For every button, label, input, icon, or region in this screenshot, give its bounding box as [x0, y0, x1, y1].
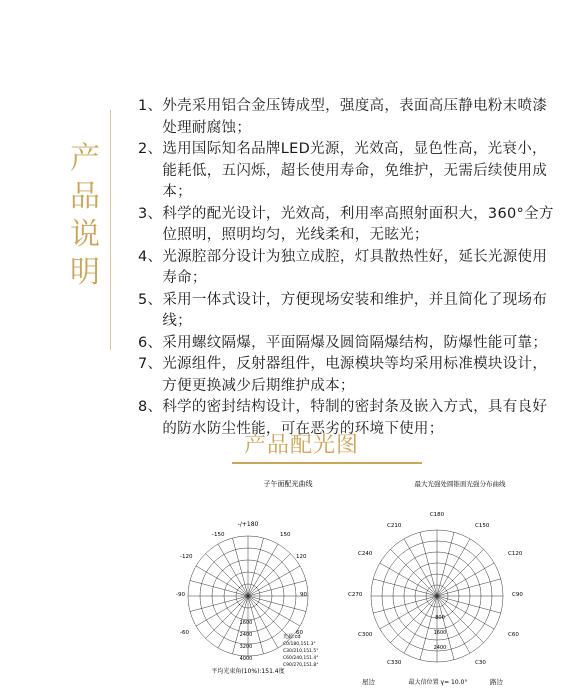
- legend-item: C60/240,151.4°: [283, 656, 319, 661]
- grid-spoke: [232, 538, 248, 596]
- feature-list: [138, 96, 558, 440]
- legend-item: C90/270,151.8°: [283, 663, 319, 668]
- grid-spoke: [190, 580, 248, 596]
- section-title: 产品配光图: [244, 433, 360, 458]
- grid-spoke: [248, 596, 306, 612]
- light-distribution-diagrams: [176, 474, 550, 693]
- angle-label: C300: [358, 632, 373, 638]
- side-title-char: 说: [70, 217, 100, 252]
- grid-spoke: [248, 554, 290, 596]
- grid-spoke: [404, 596, 437, 653]
- item-number: 3、: [138, 205, 163, 222]
- grid-spoke: [248, 544, 278, 596]
- item-number: 6、: [138, 334, 163, 351]
- radial-label: 1600: [433, 630, 447, 636]
- item-text: 外壳采用铝合金压铸成型，强度高，表面高压静电粉末喷漆处理耐腐蚀；: [162, 98, 548, 136]
- grid-spoke: [390, 549, 437, 596]
- side-title-char: 品: [70, 179, 100, 214]
- list-item: [138, 247, 558, 290]
- side-title-char: 明: [70, 255, 100, 290]
- angle-label: C120: [508, 551, 523, 557]
- right-diagram-title: 最大光强处圆锥面光强分布曲线: [414, 480, 506, 488]
- item-text: 选用国际知名品牌LED光源，光效高，显色性高，光衰小，能耗低，五闪烁，超长使用寿命，免维护，无需后续使用成本；: [162, 141, 548, 200]
- angle-label: C150: [475, 523, 490, 529]
- grid-spoke: [390, 596, 437, 643]
- item-number: 2、: [138, 141, 163, 157]
- angle-label: -120: [180, 554, 193, 560]
- grid-spoke: [218, 544, 248, 596]
- grid-spoke: [248, 580, 306, 596]
- radial-label: 2400: [239, 632, 253, 638]
- item-number: 5、: [138, 291, 163, 308]
- right-footer-right: 路边: [490, 678, 503, 686]
- grid-spoke: [437, 539, 470, 596]
- list-item: [138, 96, 558, 139]
- angle-label: -60: [180, 630, 189, 636]
- grid-spoke: [248, 538, 264, 596]
- angle-label: C180: [429, 512, 445, 518]
- angle-label: C210: [387, 523, 402, 529]
- grid-spoke: [248, 596, 300, 626]
- angle-label: C330: [387, 660, 402, 666]
- left-top-label: -/+180: [237, 521, 259, 528]
- angle-label: -90: [176, 592, 185, 598]
- item-number: 1、: [138, 98, 163, 114]
- angle-label: C270: [348, 592, 363, 598]
- legend-item: C0/180,151.3°: [283, 642, 316, 647]
- list-item: [138, 333, 558, 355]
- angle-label: 90: [300, 592, 307, 598]
- grid-spoke: [380, 563, 437, 596]
- side-title-char: 产: [70, 141, 100, 176]
- grid-spoke: [437, 549, 484, 596]
- item-text: 采用螺纹隔爆，平面隔爆及圆筒隔爆结构，防爆性能可靠；: [162, 334, 548, 351]
- right-polar-grid: [371, 530, 503, 662]
- grid-spoke: [404, 539, 437, 596]
- item-text: 科学的密封结构设计，特制的密封条及嵌入方式，具有良好的防水防尘性能，可在恶劣的环境下使用；: [162, 399, 548, 437]
- radial-label: 1600: [239, 620, 253, 626]
- legend-item: 光源:cd: [283, 634, 301, 640]
- left-diagram-title: 子午面配光曲线: [263, 480, 313, 488]
- radial-label: 3200: [239, 644, 253, 650]
- left-diagram-footer: 平均光束角(10%):151.4度: [211, 668, 285, 675]
- angle-label: C30: [475, 660, 486, 666]
- item-text: 科学的配光设计，光效高，利用率高照射面积大，360°全方位照明，照明均匀，光线柔和，无眩光；: [162, 205, 554, 243]
- legend-item: C30/210,151.5°: [283, 649, 319, 654]
- grid-spoke: [437, 596, 494, 629]
- radial-label: 4000: [239, 656, 253, 662]
- radial-label: 2400: [433, 645, 447, 651]
- angle-label: 60: [296, 630, 303, 636]
- angle-label: C60: [508, 632, 519, 638]
- divider: [110, 110, 111, 350]
- list-item: [138, 139, 558, 204]
- item-text: 采用一体式设计，方便现场安装和维护，并且简化了现场布线；: [162, 291, 548, 329]
- grid-spoke: [248, 596, 278, 648]
- grid-spoke: [380, 596, 437, 629]
- angle-label: C240: [358, 551, 373, 557]
- radial-label: 800: [435, 615, 445, 621]
- right-footer-center: 最大信位置 γ= 10.0°: [408, 679, 468, 686]
- diagram-svg: [176, 474, 550, 693]
- item-number: 7、: [138, 356, 163, 372]
- item-number: 8、: [138, 399, 163, 415]
- angle-label: 150: [280, 532, 291, 538]
- section-underline: [232, 462, 422, 464]
- angle-label: -150: [212, 532, 225, 538]
- item-number: 4、: [138, 248, 163, 265]
- grid-spoke: [248, 566, 300, 596]
- grid-spoke: [248, 596, 290, 638]
- list-item: [138, 204, 558, 247]
- grid-spoke: [196, 566, 248, 596]
- item-text: 光源腔部分设计为独立成腔，灯具散热性好，延长光源使用寿命；: [162, 248, 548, 286]
- list-item: [138, 290, 558, 333]
- grid-spoke: [206, 554, 248, 596]
- grid-spoke: [190, 596, 248, 612]
- angle-label: C90: [512, 592, 523, 598]
- item-text: 光源组件，反射器组件，电源模块等均采用标准模块设计，方便更换减少后期维护成本；: [162, 356, 548, 394]
- side-title: [68, 140, 102, 292]
- right-footer-left: 屋边: [362, 678, 375, 686]
- angle-label: 120: [296, 554, 307, 560]
- grid-spoke: [437, 563, 494, 596]
- list-item: [138, 354, 558, 397]
